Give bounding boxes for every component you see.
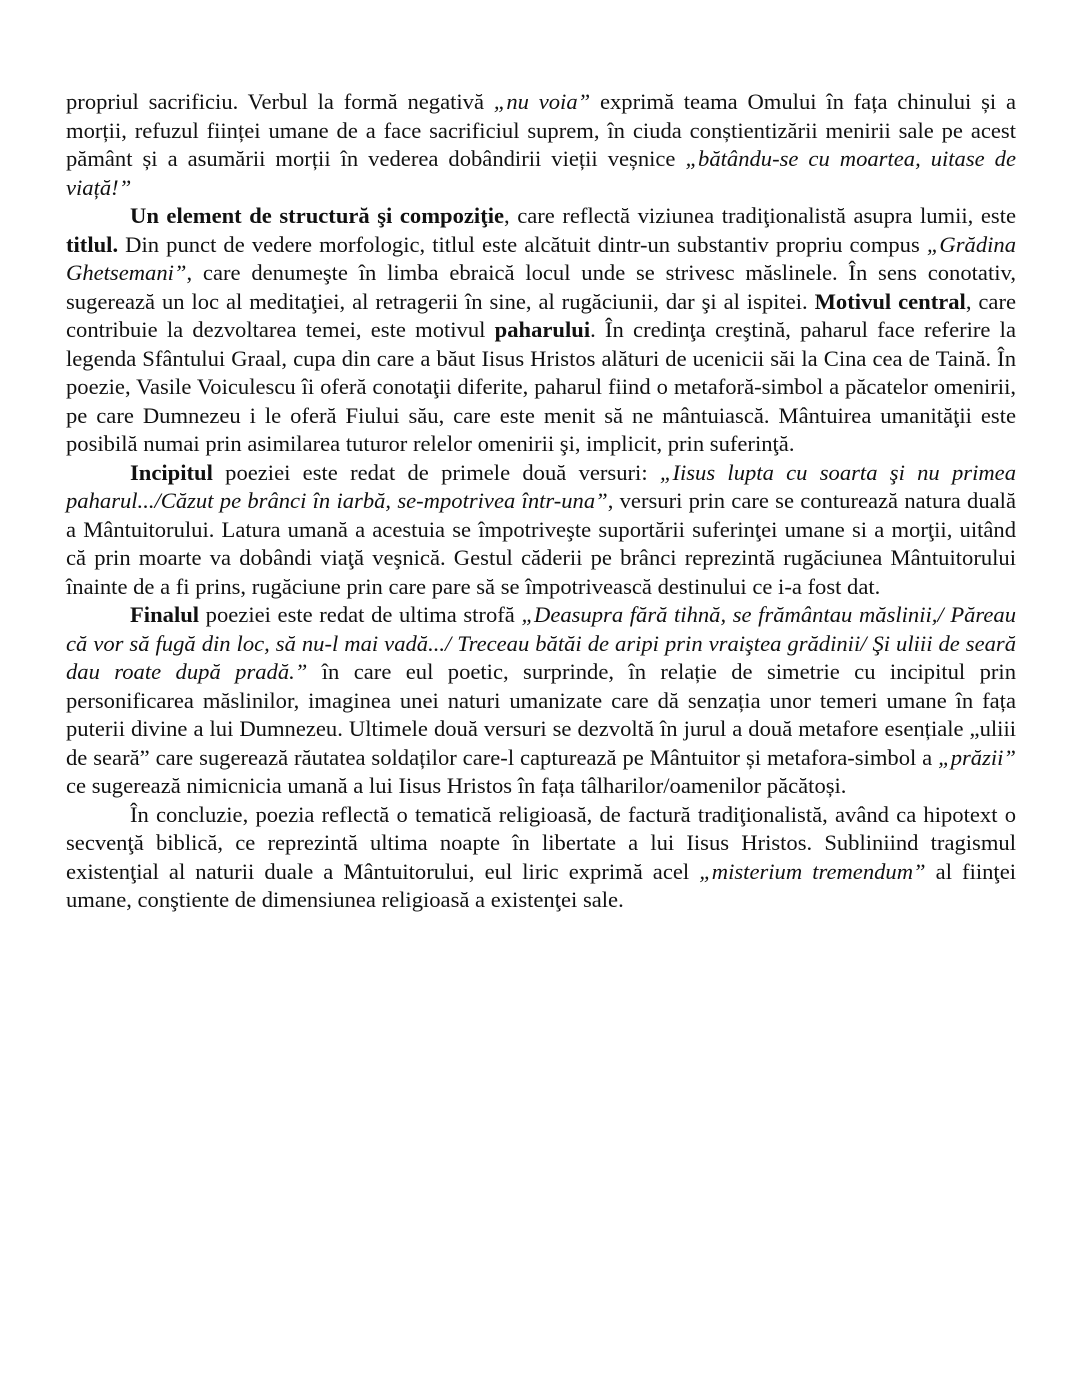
paragraph-incipit (66, 459, 1016, 602)
text-run: Din punct de vedere morfologic, titlul este alcătuit dintr-un substantiv propriu compus (118, 231, 927, 257)
bold-term: paharului (494, 317, 591, 342)
text-run: propriul sacrificiu. Verbul la formă negativă (66, 89, 494, 114)
italic-quote: „nu voia” (493, 89, 591, 114)
text-run: exprimă teama Omului în fața chinului și a morții, refuzul ființei umane de a face sacrificiul suprem, în ciuda conștientizării menirii sale pe acest pământ și a asumării morții în vederea dobândirii vieții veșnice (66, 89, 1016, 171)
text-run: , care reflectă viziunea tradiţionalistă asupra lumii, este (504, 203, 1017, 228)
bold-term: Motivul central (814, 288, 966, 314)
paragraph-final (66, 601, 1016, 801)
text-run: , versuri prin care se conturează natura duală a Mântuitorului. Latura umană a acestuia se împotriveşte suportării suferinţei umane si a morţii, uitând că prin moarte va dobândi viaţă veşnică. Gestul căderii pe brânci reprezintă rugăciunea Mântuitorului înainte de a fi prins, rugăciune prin care pare să se împotrivească destinului ce i-a fost dat. (66, 488, 1016, 599)
bold-term: Incipitul (130, 459, 213, 485)
italic-quote: „bătându-se cu moartea, uitase de viață!” (66, 146, 1017, 200)
text-run: , care contribuie la dezvoltarea temei, este motivul (66, 288, 1016, 342)
document-page (66, 88, 1016, 915)
text-run: poeziei este redat de primele două versuri: (212, 459, 660, 485)
text-run: În concluzie, poezia reflectă o tematică religioasă, de factură tradiţionalistă, având ca hipotext o secvenţă biblică, ce reprezintă ultima noapte în libertate a lui Iisus Hristos. Subliniind tragismul existenţial al naturii duale a Mântuitorului, eul liric exprimă acel (66, 801, 1016, 884)
italic-quote: „Iisus lupta cu soarta şi nu primea paharul.../Căzut pe brânci în iarbă, se-mpotrivea într-una” (66, 459, 1017, 513)
paragraph-conclusion (66, 801, 1016, 915)
bold-term: Finalul (130, 602, 200, 627)
italic-quote: „misterium tremendum” (699, 858, 926, 884)
text-run: ce sugerează nimicnicia umană a lui Iisus Hristos în fața tâlharilor/oamenilor păcătoși. (66, 773, 847, 798)
italic-quote: „Grădina Ghetsemani” (66, 231, 1016, 285)
paragraph-sacrifice (66, 88, 1016, 202)
bold-term: Un element de structură şi compoziţie (130, 203, 505, 228)
bold-term: titlul. (66, 231, 119, 257)
text-run: poeziei este redat de ultima strofă (199, 602, 522, 627)
paragraph-title-motif (66, 202, 1016, 459)
text-run: . În credinţa creştină, paharul face referire la legenda Sfântului Graal, cupa din care a băut Iisus Hristos alături de ucenicii săi la Cina cea de Taină. În poezie, Vasile Voiculescu îi oferă conotaţii diferite, paharul fiind o metaforă-simbol a păcatelor omenirii, pe care Dumnezeu i le oferă Fiului său, care este menit să ne mântuiască. Mântuirea umanităţii este posibilă numai prin asimilarea tuturor relelor omenirii şi, implicit, prin suferinţă. (66, 317, 1016, 456)
italic-quote: „prăzii” (938, 744, 1016, 770)
text-run: al fiinţei umane, conştiente de dimensiunea religioasă a existenţei sale. (66, 858, 1017, 912)
italic-quote: „Deasupra fără tihnă, se frământau măslinii,/ Păreau că vor să fugă din loc, să nu-l mai vadă.../ Treceau bătăi de aripi prin vraiştea grădinii/ Şi uliii de seară dau roate după pradă.” (66, 602, 1016, 684)
text-run: , care denumeşte în limba ebraică locul unde se strivesc măslinele. În sens conotativ, sugerează un loc al meditaţiei, al retragerii în sine, al rugăciunii, dar şi al ispitei. (66, 260, 1016, 314)
text-run: în care eul poetic, surprinde, în relație de simetrie cu incipitul prin personificarea măslinilor, imaginea unei naturi umanizate care dă senzația unor temeri umane în fața puterii divine a lui Dumnezeu. Ultimele două versuri se dezvoltă în jurul a două metafore esențiale „uliii de seară” care sugerează răutatea soldaților care-l capturează pe Mântuitor și metafora-simbol a (66, 659, 1017, 770)
